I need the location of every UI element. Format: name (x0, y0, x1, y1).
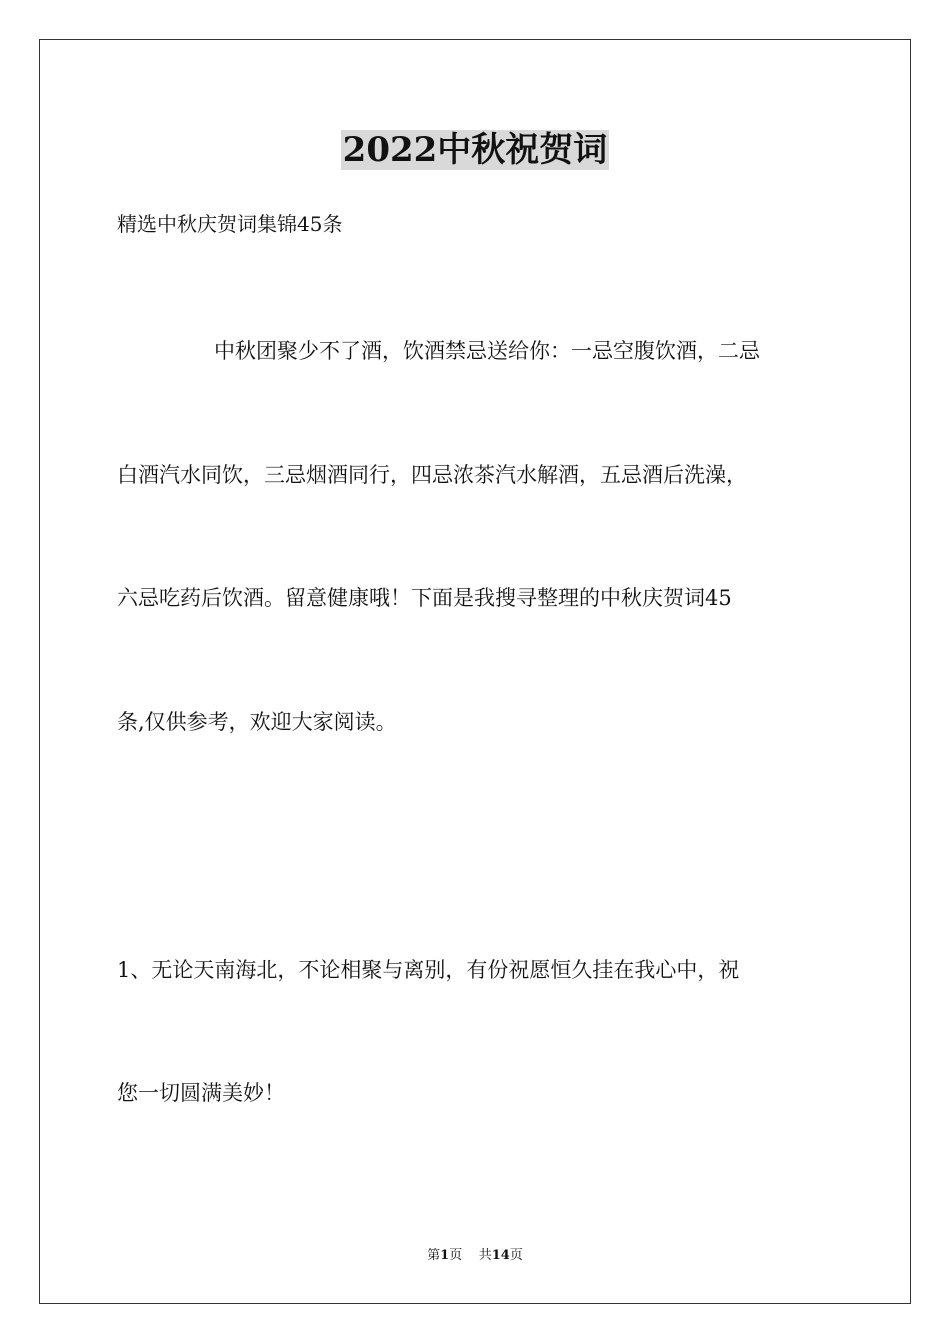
page-footer (0, 1247, 950, 1265)
paragraph-line: 条,仅供参考，欢迎大家阅读。 (117, 710, 397, 734)
footer-page-suffix: 页 (449, 1248, 463, 1263)
footer-page-total: 14 (491, 1248, 510, 1263)
list-item-line: 您一切圆满美妙！ (117, 1081, 285, 1105)
footer-page-prefix: 第 (427, 1248, 441, 1263)
list-item-line: 1、无论天南海北，不论相聚与离别，有份祝愿恒久挂在我心中，祝 (117, 958, 740, 982)
subtitle: 精选中秋庆贺词集锦45条 (117, 212, 343, 236)
footer-total-suffix: 页 (509, 1248, 523, 1263)
footer-page-current: 1 (440, 1248, 450, 1263)
paragraph-line: 中秋团聚少不了酒，饮酒禁忌送给你：一忌空腹饮酒，二忌 (214, 339, 760, 363)
page-title-text: 2022中秋祝贺词 (342, 130, 608, 170)
paragraph-line: 六忌吃药后饮酒。留意健康哦！下面是我搜寻整理的中秋庆贺词45 (117, 586, 732, 610)
page-title (0, 130, 950, 170)
paragraph-line: 白酒汽水同饮，三忌烟酒同行，四忌浓茶汽水解酒，五忌酒后洗澡， (117, 463, 747, 487)
footer-total-prefix: 共 (478, 1248, 492, 1263)
